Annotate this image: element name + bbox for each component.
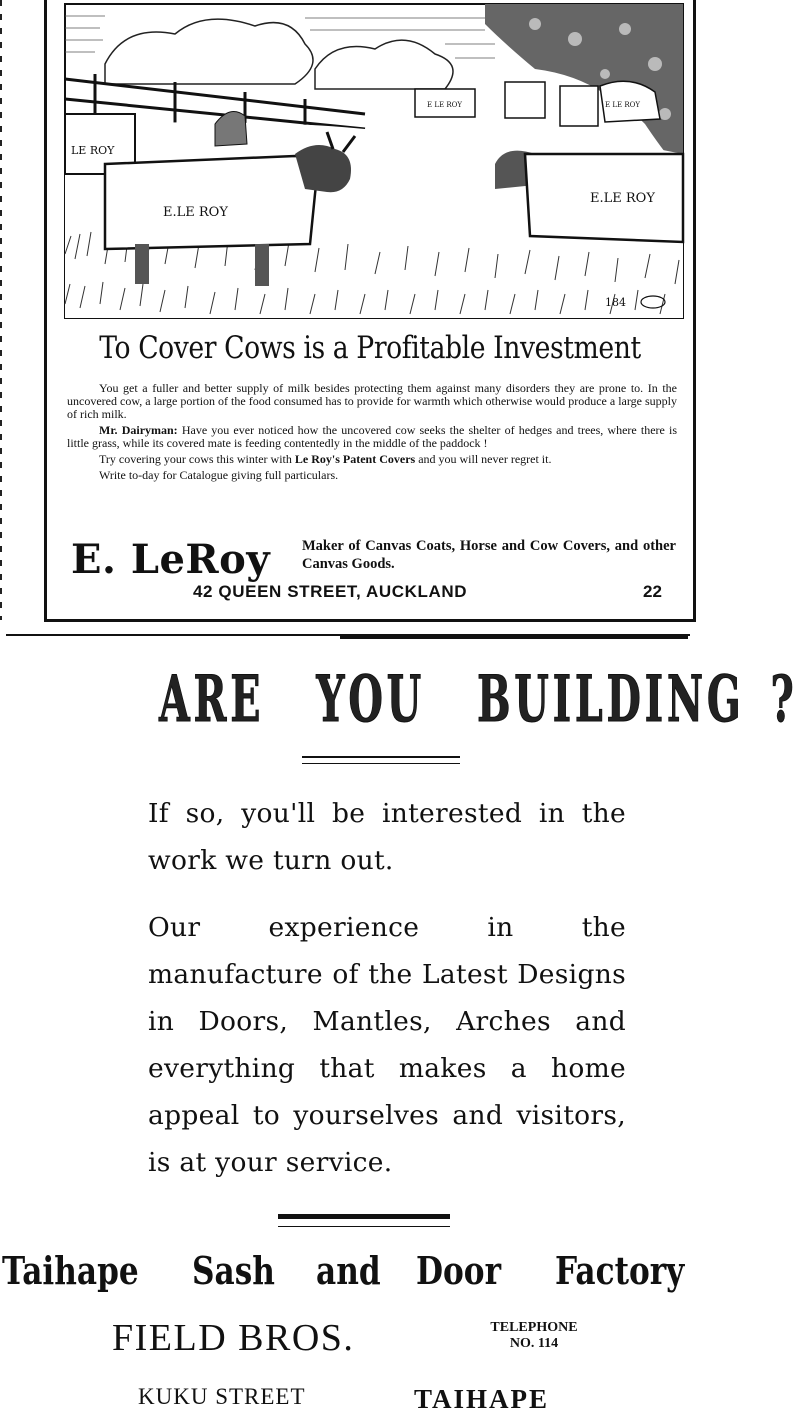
covers-text-end: and you will never regret it. bbox=[415, 452, 552, 466]
street-name: KUKU STREET bbox=[138, 1384, 306, 1409]
building-headline bbox=[133, 662, 798, 737]
maker-description: Maker of Canvas Coats, Horse and Cow Covers, and other Canvas Goods. bbox=[302, 538, 676, 572]
headline-question-mark: ? bbox=[770, 662, 798, 737]
ad-headline: To Cover Cows is a Profitable Investment bbox=[99, 330, 641, 366]
covers-text-start: Try covering your cows this winter with bbox=[99, 452, 295, 466]
factory-word: Sash bbox=[192, 1248, 275, 1293]
headline-word: ARE bbox=[159, 662, 265, 737]
blanket-label-left: LE ROY bbox=[71, 144, 115, 157]
blanket-label-distant-2: E LE ROY bbox=[605, 101, 640, 109]
town-name: TAIHAPE bbox=[414, 1384, 550, 1414]
address: 42 QUEEN STREET, AUCKLAND bbox=[193, 582, 468, 601]
ornamental-rule bbox=[302, 756, 460, 764]
telephone-label: TELEPHONE bbox=[490, 1320, 578, 1335]
column-rule bbox=[0, 0, 2, 620]
ornamental-rule bbox=[278, 1214, 450, 1227]
body-paragraph-2 bbox=[67, 424, 677, 450]
patent-covers: Le Roy's Patent Covers bbox=[294, 452, 416, 466]
pitch-copy bbox=[148, 790, 626, 1186]
brand-name: E. LeRoy bbox=[71, 536, 271, 583]
pitch-paragraph-2: Our experience in the manufacture of the Latest Designs in Doors, Mantles, Arches and everything that makes a home appeal to yourselves and visitors, is at your service. bbox=[148, 912, 626, 1178]
headline-word: YOU bbox=[316, 662, 425, 737]
blanket-label-distant-1: E LE ROY bbox=[427, 101, 462, 109]
factory-word: Taihape bbox=[2, 1248, 139, 1293]
ad-number: 22 bbox=[643, 582, 662, 601]
blanket-label-front: E.LE ROY bbox=[163, 205, 228, 220]
factory-word: Factory bbox=[555, 1248, 685, 1293]
leroy-advertisement bbox=[44, 0, 696, 622]
pitch-paragraph-1: If so, you'll be interested in the work we turn out. bbox=[148, 798, 626, 876]
body-paragraph-1: You get a fuller and better supply of milk besides protecting them against many disorders they are prone to. In the uncovered cow, a large portion of the food consumed has to provide for warmth which otherwise would produce a large supply of rich milk. bbox=[67, 381, 677, 421]
firm-name: FIELD BROS. bbox=[112, 1317, 355, 1359]
illustration-number: 184 bbox=[605, 296, 626, 309]
ad-body bbox=[67, 382, 677, 485]
headline-word: BUILDING bbox=[477, 662, 745, 737]
dairyman-lead: Mr. Dairyman: bbox=[99, 423, 178, 437]
cows-illustration bbox=[65, 4, 683, 318]
section-divider-bold bbox=[340, 636, 688, 639]
telephone-number: NO. 114 bbox=[509, 1336, 559, 1351]
body-paragraph-4: Write to-day for Catalogue giving full particulars. bbox=[99, 468, 339, 482]
factory-word: and bbox=[316, 1248, 381, 1293]
telephone bbox=[476, 1320, 592, 1352]
blanket-label-right: E.LE ROY bbox=[590, 191, 655, 206]
factory-word: Door bbox=[416, 1248, 502, 1293]
dairyman-text: Have you ever noticed how the uncovered cow seeks the shelter of hedges and trees, where there is little grass, while its covered mate is feeding contentedly in the middle of the paddock ! bbox=[67, 423, 677, 450]
body-paragraph-3 bbox=[67, 453, 677, 466]
